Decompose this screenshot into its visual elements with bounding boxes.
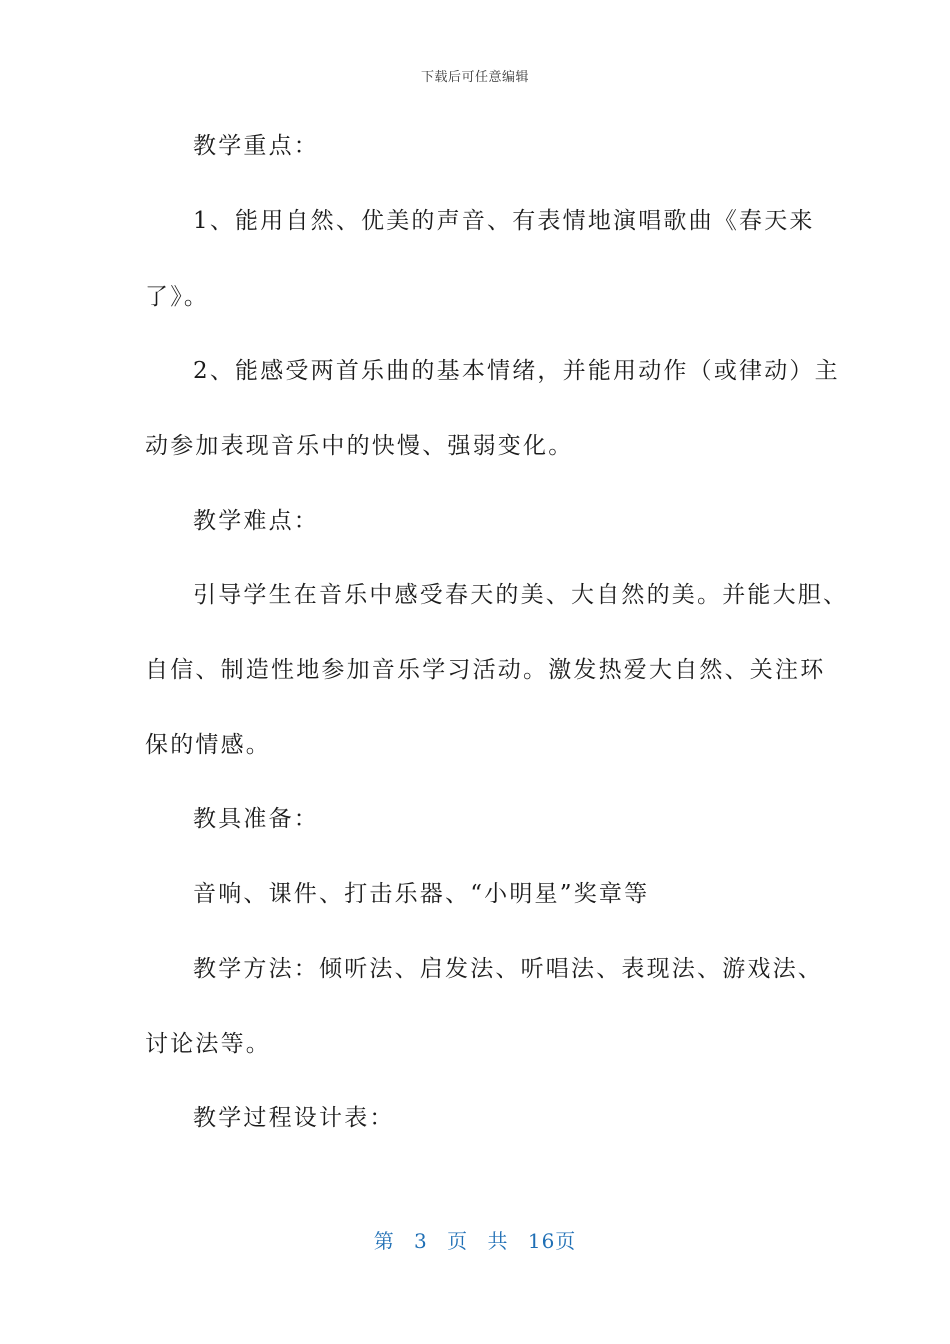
paragraph-line: 动参加表现音乐中的快慢、强弱变化。 — [145, 433, 574, 459]
paragraph-line: 1、能用自然、优美的声音、有表情地演唱歌曲《春天来 — [193, 208, 815, 234]
heading-teaching-process: 教学过程设计表： — [193, 1105, 395, 1131]
paragraph-line: 教学方法：倾听法、启发法、听唱法、表现法、游戏法、 — [193, 956, 823, 982]
footer-total-pages: 16页 — [527, 1229, 577, 1253]
paragraph-line: 保的情感。 — [145, 732, 271, 758]
footer-ye: 页 — [447, 1229, 469, 1253]
paragraph-line: 音响、课件、打击乐器、“小明星”奖章等 — [193, 881, 650, 907]
header-note: 下载后可任意编辑 — [420, 70, 529, 85]
page-footer — [0, 1225, 950, 1254]
paragraph-line: 引导学生在音乐中感受春天的美、大自然的美。并能大胆、 — [193, 582, 849, 608]
heading-teaching-focus: 教学重点： — [193, 133, 319, 159]
footer-gong: 共 — [487, 1229, 509, 1253]
paragraph-line: 讨论法等。 — [145, 1031, 271, 1057]
footer-page-number: 3 — [414, 1229, 428, 1253]
paragraph-line: 2、能感受两首乐曲的基本情绪，并能用动作（或律动）主 — [193, 358, 840, 384]
footer-di: 第 — [373, 1229, 395, 1253]
heading-teaching-difficulty: 教学难点： — [193, 508, 319, 534]
heading-teaching-aids: 教具准备： — [193, 806, 319, 832]
paragraph-line: 自信、制造性地参加音乐学习活动。激发热爱大自然、关注环 — [145, 657, 826, 683]
paragraph-line: 了》。 — [145, 284, 210, 310]
